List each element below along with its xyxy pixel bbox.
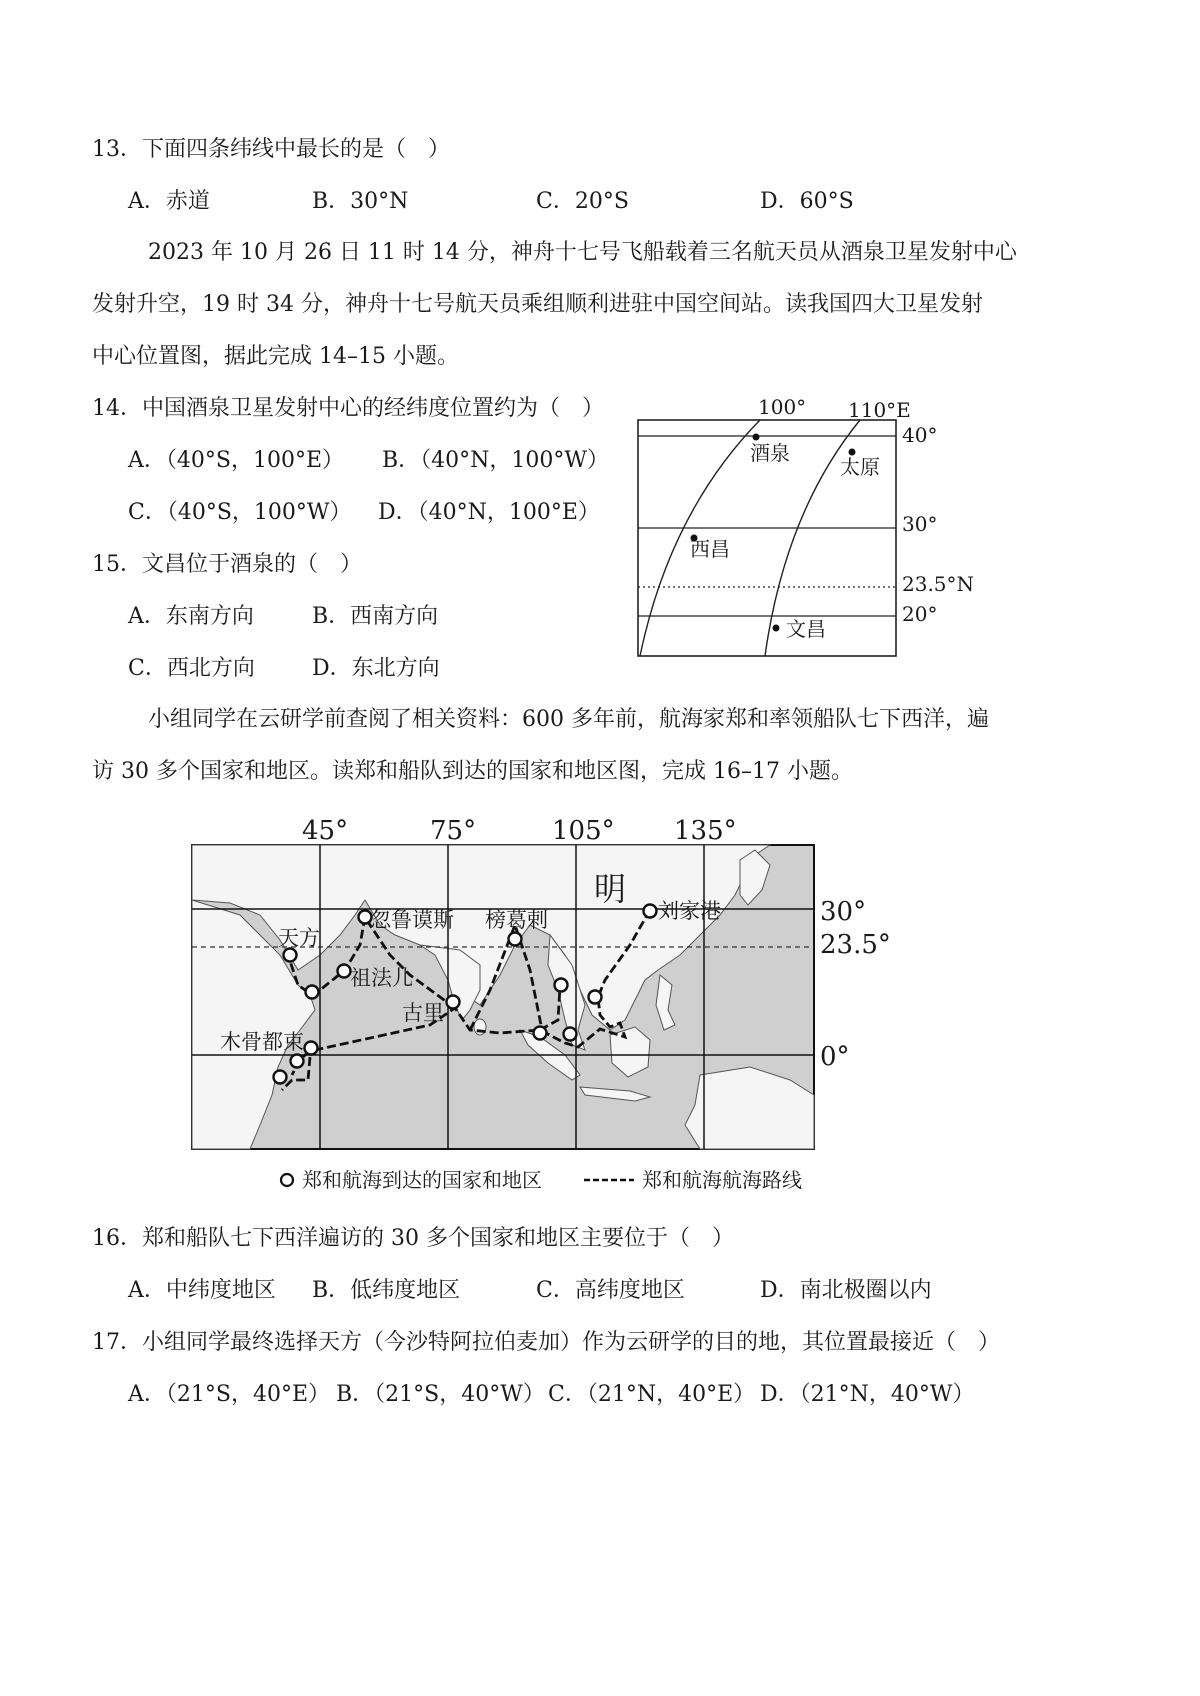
q13-stem: 13．下面四条纬线中最长的是（ ） xyxy=(92,137,450,162)
map1-lon-100: 100° xyxy=(758,395,807,419)
q16-option-b: B．低纬度地区 xyxy=(312,1278,461,1303)
map1-lat-23: 23.5°N xyxy=(902,572,975,596)
jiuquan-label: 酒泉 xyxy=(750,441,790,465)
map1-lat-20: 20° xyxy=(902,602,938,626)
stop-liujiagang xyxy=(644,905,657,918)
q15-option-c: C．西北方向 xyxy=(128,656,255,681)
stop-vietnam xyxy=(589,991,602,1004)
q14-option-b: B．（40°N，100°W） xyxy=(382,448,610,473)
stop-mecca xyxy=(284,949,297,962)
q16-option-a: A．中纬度地区 xyxy=(128,1278,276,1303)
label-calicut: 古里 xyxy=(402,1001,444,1025)
stop-bengal xyxy=(509,933,522,946)
map2-lat-23: 23.5° xyxy=(820,930,891,960)
legend-point-icon xyxy=(281,1174,293,1186)
stop-champa xyxy=(555,979,568,992)
q15-option-d: D．东北方向 xyxy=(312,656,440,681)
map1-lat-30: 30° xyxy=(902,512,938,536)
stop-aden xyxy=(306,986,319,999)
passage2-line2: 访 30 多个国家和地区。读郑和船队到达的国家和地区图，完成 16–17 小题。 xyxy=(92,759,853,784)
map2-lat-0: 0° xyxy=(820,1042,850,1072)
label-mogadishu: 木骨都束 xyxy=(220,1030,304,1054)
q13-option-a: A．赤道 xyxy=(128,189,210,214)
passage2-line1: 小组同学在云研学前查阅了相关资料：600 多年前，航海家郑和率领船队七下西洋，遍 xyxy=(148,707,989,732)
stop-calicut xyxy=(447,996,460,1009)
q15-option-a: A．东南方向 xyxy=(128,604,254,629)
q13-option-b: B．30°N xyxy=(312,189,409,214)
map2-lat-30: 30° xyxy=(820,897,867,927)
stop-dhofar xyxy=(338,965,351,978)
q13-option-c: C．20°S xyxy=(536,189,629,214)
stop-malindi xyxy=(274,1071,287,1084)
wenchang-dot xyxy=(773,625,780,632)
stop-brava xyxy=(291,1055,304,1068)
wenchang-label: 文昌 xyxy=(786,617,826,641)
q16-option-c: C．高纬度地区 xyxy=(536,1278,685,1303)
label-bengal: 榜葛剌 xyxy=(485,908,548,932)
q17-option-b: B．（21°S，40°W） xyxy=(336,1382,545,1407)
q17-option-c: C．（21°N，40°E） xyxy=(548,1382,756,1407)
q17-option-d: D．（21°N，40°W） xyxy=(760,1382,975,1407)
q14-option-c: C．（40°S，100°W） xyxy=(128,500,352,525)
launch-center-map xyxy=(620,392,1000,682)
taiyuan-label: 太原 xyxy=(840,455,880,479)
stop-malacca xyxy=(564,1028,577,1041)
map1-lon-110: 110°E xyxy=(848,398,911,422)
map2-lon-135: 135° xyxy=(674,816,737,846)
jiuquan-dot xyxy=(753,434,760,441)
q13-option-d: D．60°S xyxy=(760,189,854,214)
q14-stem: 14．中国酒泉卫星发射中心的经纬度位置约为（ ） xyxy=(92,396,604,421)
stop-sumatra xyxy=(534,1027,547,1040)
zheng-he-map xyxy=(180,805,920,1205)
label-liujiagang: 刘家港 xyxy=(658,899,721,923)
q16-stem: 16．郑和船队七下西洋遍访的 30 多个国家和地区主要位于（ ） xyxy=(92,1226,734,1251)
passage1-line3: 中心位置图，据此完成 14–15 小题。 xyxy=(92,344,459,369)
xichang-label: 西昌 xyxy=(690,537,730,561)
q15-option-b: B．西南方向 xyxy=(312,604,439,629)
map1-lat-40: 40° xyxy=(902,423,938,447)
map2-lon-45: 45° xyxy=(302,816,349,846)
passage1-line2: 发射升空，19 时 34 分，神舟十七号航天员乘组顺利进驻中国空间站。读我国四大卫星发射 xyxy=(92,292,983,317)
label-dhofar: 祖法儿 xyxy=(350,966,413,990)
map2-lon-105: 105° xyxy=(552,816,615,846)
q15-stem: 15．文昌位于酒泉的（ ） xyxy=(92,552,362,577)
q14-option-d: D．（40°N，100°E） xyxy=(378,500,600,525)
label-ming: 明 xyxy=(594,870,627,908)
q17-option-a: A．（21°S，40°E） xyxy=(128,1382,331,1407)
q14-option-a: A．（40°S，100°E） xyxy=(128,448,345,473)
q16-option-d: D．南北极圈以内 xyxy=(760,1278,932,1303)
q17-stem: 17．小组同学最终选择天方（今沙特阿拉伯麦加）作为云研学的目的地，其位置最接近（ ） xyxy=(92,1330,1000,1355)
passage1-line1: 2023 年 10 月 26 日 11 时 14 分，神舟十七号飞船载着三名航天员从酒泉卫星发射中心 xyxy=(148,240,1017,265)
label-tianfang: 天方 xyxy=(278,926,320,950)
map2-lon-75: 75° xyxy=(430,816,477,846)
legend-route-label: 郑和航海航海路线 xyxy=(642,1168,802,1192)
stop-mogadishu xyxy=(305,1042,318,1055)
legend-point-label: 郑和航海到达的国家和地区 xyxy=(302,1168,542,1192)
label-hormuz: 忽鲁谟斯 xyxy=(370,908,454,932)
